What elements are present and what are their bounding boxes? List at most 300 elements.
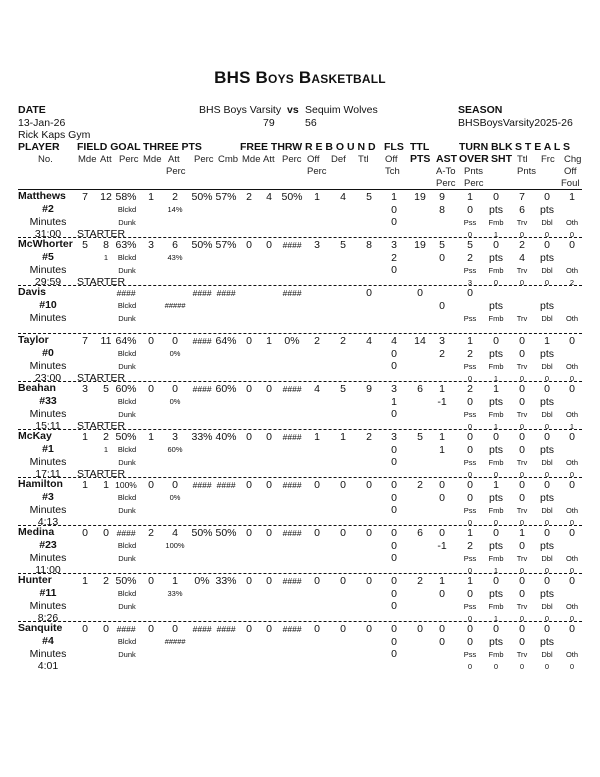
pts-label: pts [539,204,554,216]
player-name: Hunter [18,574,52,586]
stat-ttl-pts: 19 [414,191,426,203]
fls-extra: 0 [391,600,397,612]
stat-ft-mde: 0 [246,575,252,587]
fls-tch: 0 [391,588,397,600]
col-no: No. [38,154,53,165]
to-type-dbl: Dbl [541,410,553,419]
stat-3p-att: 0 [172,479,178,491]
dunk-label: Dunk [118,602,136,611]
stat-st-ttl: 0 [519,575,525,587]
to-type-trv: Trv [516,218,528,227]
to-type-trv: Trv [516,266,528,275]
stat-reb-def: 2 [340,335,346,347]
dunk-label: Dunk [118,458,136,467]
to-count-oth: 0 [569,518,575,527]
col-rebound: R E B O U N D [305,141,376,153]
stat-turnover: 2 [467,383,473,395]
stat-fls: 4 [391,335,397,347]
stat-ast: 5 [439,239,445,251]
pts-label: pts [539,252,554,264]
stat-fg-att: 1 [103,479,109,491]
assist-to-ratio: 0 [439,636,445,648]
to-count-oth: 0 [569,614,575,623]
away-score: 56 [305,117,317,129]
assist-to-ratio: 1 [439,444,445,456]
stat-3p-perc: 50% [191,239,213,251]
blocked-fg-count: 1 [103,445,109,454]
to-type-fmb: Fmb [488,506,504,515]
player-name: Hamilton [18,478,63,490]
stat-reb-off: 2 [314,335,320,347]
fls-extra: 0 [391,456,397,468]
pts-label: pts [539,492,554,504]
steal-pnts: 0 [519,396,525,408]
stat-ft-att: 4 [266,191,272,203]
steal-pnts: 0 [519,492,525,504]
stat-cmb: #### [216,288,236,298]
pts-label: pts [488,492,503,504]
stat-ft-perc: #### [282,240,302,250]
assist-to-ratio: 8 [439,204,445,216]
season-value: BHSBoysVarsity2025-26 [458,117,573,129]
player-name: McWhorter [18,238,73,250]
blocked-fg-count: 1 [103,253,109,262]
stat-fg-att: 11 [100,335,112,347]
starter-label: STARTER [77,276,126,288]
to-count-dbl: 0 [544,230,550,239]
stat-3p-mde: 0 [148,479,154,491]
to-count-fmb: 1 [493,614,499,623]
fls-tch: 0 [391,444,397,456]
to-type-oth: Oth [565,314,579,323]
stat-st-chg: 0 [569,479,575,491]
stat-fg-mde: 3 [82,383,88,395]
turnover-pnts: 0 [467,588,473,600]
home-score: 79 [263,117,275,129]
col-fls: FLS [384,141,404,153]
blocked-label: Blckd [117,589,137,598]
pts-label: pts [539,444,554,456]
minutes-label: Minutes [29,360,67,372]
player-name: Davis [18,286,47,298]
to-count-pss: 0 [467,470,473,479]
stat-fg-perc: #### [116,624,136,634]
blocked-label: Blckd [117,253,137,262]
stat-fg-mde: 1 [82,575,88,587]
to-count-fmb: 0 [493,518,499,527]
stat-st-chg: 0 [569,575,575,587]
stat-fg-perc: 60% [115,383,137,395]
stat-reb-ttl: 2 [366,431,372,443]
steal-pnts: 0 [519,444,525,456]
dunk-label: Dunk [118,218,136,227]
stat-turnover: 0 [467,287,473,299]
col-turn: TURN [459,141,489,153]
turnover-pnts: 2 [467,540,473,552]
dunk-label: Dunk [118,410,136,419]
stat-cmb: 40% [215,431,237,443]
player-number: #10 [39,299,57,311]
minutes-label: Minutes [29,216,67,228]
stat-ft-perc: #### [282,576,302,586]
col-sub-cmb: Cmb [218,154,239,165]
pts-label: pts [488,348,503,360]
steal-pnts: 0 [519,588,525,600]
stat-3p-mde: 0 [148,335,154,347]
stat-st-ttl: 0 [519,623,525,635]
to-count-oth: 0 [569,566,575,575]
to-count-fmb: 1 [493,230,499,239]
stat-ast: 0 [439,527,445,539]
stat-ft-mde: 2 [246,191,252,203]
stat-reb-def: 0 [340,479,346,491]
to-count-fmb: 0 [493,470,499,479]
stat-st-frc: 0 [544,527,550,539]
stat-turnover: 1 [467,191,473,203]
stat-3p-mde: 1 [148,191,154,203]
stat-3p-perc: #### [192,336,212,346]
stat-cmb: 57% [215,239,237,251]
to-type-dbl: Dbl [541,554,553,563]
stat-3p-perc: #### [192,624,212,634]
stat-reb-off: 1 [314,191,320,203]
col-ttl: TTL [410,141,430,153]
to-type-fmb: Fmb [488,314,504,323]
stat-ft-mde: 0 [246,527,252,539]
stat-cmb: #### [216,624,236,634]
three-perc-secondary: 14% [167,205,183,214]
blocked-label: Blckd [117,205,137,214]
stat-fg-perc: 63% [115,239,137,251]
stat-3p-perc: #### [192,480,212,490]
stat-3p-att: 0 [172,335,178,347]
pts-label: pts [488,588,503,600]
pts-label: pts [539,588,554,600]
to-type-dbl: Dbl [541,602,553,611]
minutes-label: Minutes [29,312,67,324]
to-count-oth: 0 [569,374,575,383]
to-count-pss: 0 [467,374,473,383]
col-sub-off: Off [307,154,320,165]
pts-label: pts [539,540,554,552]
to-type-trv: Trv [516,602,528,611]
stat-ft-att: 0 [266,239,272,251]
stat-ttl-pts: 19 [414,239,426,251]
to-count-dbl: 0 [544,278,550,287]
to-type-pss: Pss [463,266,477,275]
to-count-trv: 0 [519,518,525,527]
three-perc-secondary: 33% [167,589,183,598]
stat-st-chg: 0 [569,239,575,251]
stat-3p-mde: 0 [148,575,154,587]
stat-reb-ttl: 0 [366,527,372,539]
stat-3p-mde: 1 [148,431,154,443]
starter-label: STARTER [77,468,126,480]
fls-tch: 0 [391,348,397,360]
turnover-pnts: 2 [467,252,473,264]
player-name: Matthews [18,190,66,202]
stat-fg-att: 8 [103,239,109,251]
stat-st-frc: 0 [544,383,550,395]
to-type-pss: Pss [463,554,477,563]
to-type-oth: Oth [565,362,579,371]
header-divider [18,189,582,190]
player-number: #1 [42,443,54,455]
to-count-fmb: 0 [493,278,499,287]
to-count-oth: 0 [569,470,575,479]
stat-blk-sht: 0 [493,623,499,635]
assist-to-ratio: 0 [439,588,445,600]
stat-fg-mde: 0 [82,527,88,539]
stat-fg-att: 2 [103,575,109,587]
fls-extra: 0 [391,264,397,276]
to-count-dbl: 0 [544,614,550,623]
to-type-trv: Trv [516,362,528,371]
stat-3p-mde: 2 [148,527,154,539]
steal-pnts: 0 [519,636,525,648]
to-type-fmb: Fmb [488,650,504,659]
assist-to-ratio: 0 [439,252,445,264]
stat-ft-mde: 0 [246,383,252,395]
to-count-oth: 2 [569,278,575,287]
row-divider [18,621,582,622]
to-type-trv: Trv [516,554,528,563]
stat-blk-sht: 0 [493,191,499,203]
three-perc-secondary: 0% [169,349,181,358]
stat-fg-perc: 64% [115,335,137,347]
steal-pnts: 4 [519,252,525,264]
stat-turnover: 1 [467,527,473,539]
stat-blk-sht: 0 [493,335,499,347]
pts-label: pts [488,444,503,456]
stat-3p-att: 6 [172,239,178,251]
player-number: #3 [42,491,54,503]
minutes-played: 23:00 [34,372,62,384]
to-type-pss: Pss [463,218,477,227]
col-chg-off: Off [564,166,577,177]
col-pts: PTS [410,153,431,165]
stat-ast: 0 [439,479,445,491]
stat-turnover: 0 [467,431,473,443]
stat-reb-ttl: 0 [366,479,372,491]
stat-reb-off: 0 [314,479,320,491]
turnover-pnts: 0 [467,396,473,408]
player-number: #23 [39,539,57,551]
col-sub-att: Att [100,154,112,165]
stat-reb-def: 5 [340,239,346,251]
col-field-goal: FIELD GOAL [77,141,141,153]
fls-extra: 0 [391,552,397,564]
player-number: #4 [42,635,54,647]
to-count-pss: 0 [467,518,473,527]
three-perc-secondary: ##### [164,637,186,646]
to-count-dbl: 0 [544,422,550,431]
stat-ft-perc: #### [282,624,302,634]
stat-3p-perc: #### [192,288,212,298]
stat-ft-perc: 0% [284,335,300,347]
pts-label: pts [539,348,554,360]
fls-tch: 0 [391,540,397,552]
stat-turnover: 0 [467,479,473,491]
col-sub-perc: Perc [282,154,302,165]
stat-st-chg: 1 [569,191,575,203]
stat-st-frc: 0 [544,479,550,491]
row-divider [18,381,582,382]
three-perc-secondary: 60% [167,445,183,454]
pts-label: pts [488,636,503,648]
stat-reb-off: 0 [314,623,320,635]
pts-label: pts [488,396,503,408]
blocked-label: Blckd [117,493,137,502]
stat-ft-att: 0 [266,479,272,491]
stat-3p-att: 4 [172,527,178,539]
row-divider [18,429,582,430]
stat-reb-ttl: 8 [366,239,372,251]
stat-reb-def: 1 [340,431,346,443]
stat-reb-ttl: 0 [366,623,372,635]
player-name: McKay [18,430,52,442]
player-number: #2 [42,203,54,215]
stat-reb-ttl: 5 [366,191,372,203]
stat-st-frc: 0 [544,575,550,587]
fls-extra: 0 [391,648,397,660]
stat-fls: 1 [391,191,397,203]
fls-extra: 0 [391,360,397,372]
dunk-label: Dunk [118,506,136,515]
to-type-oth: Oth [565,506,579,515]
stat-ft-perc: #### [282,480,302,490]
dunk-label: Dunk [118,650,136,659]
minutes-played: 8:26 [37,612,59,624]
stat-fg-att: 12 [100,191,112,203]
to-type-trv: Trv [516,650,528,659]
three-perc-secondary: 0% [169,397,181,406]
col-a-to-perc: Perc [436,178,456,189]
stat-st-frc: 0 [544,623,550,635]
to-type-oth: Oth [565,650,579,659]
to-count-dbl: 0 [544,470,550,479]
stat-fg-mde: 7 [82,335,88,347]
stat-ft-perc: #### [282,432,302,442]
stat-st-ttl: 0 [519,383,525,395]
turnover-pnts: 0 [467,204,473,216]
stat-cmb: #### [216,480,236,490]
fls-tch: 0 [391,636,397,648]
stat-reb-ttl: 9 [366,383,372,395]
to-type-oth: Oth [565,554,579,563]
col-sub-mde: Mde [78,154,97,165]
to-count-dbl: 0 [544,374,550,383]
player-name: Taylor [18,334,49,346]
stat-turnover: 5 [467,239,473,251]
to-count-pss: 0 [467,422,473,431]
to-type-pss: Pss [463,458,477,467]
minutes-played: 29:59 [34,276,62,288]
player-name: Beahan [18,382,56,394]
col-sub-def: Def [331,154,346,165]
stat-ft-perc: #### [282,288,302,298]
stat-3p-att: 2 [172,191,178,203]
col-to-pnts-perc: Perc [464,178,484,189]
fls-extra: 0 [391,504,397,516]
stat-blk-sht: 0 [493,575,499,587]
to-type-pss: Pss [463,314,477,323]
stat-ft-att: 0 [266,383,272,395]
col-player: PLAYER [18,141,60,153]
stat-ttl-pts: 5 [417,431,423,443]
three-perc-secondary: ##### [164,301,186,310]
stat-fg-perc: #### [116,528,136,538]
stat-ft-mde: 0 [246,335,252,347]
stat-blk-sht: 0 [493,527,499,539]
to-count-trv: 0 [519,470,525,479]
stat-ft-att: 0 [266,431,272,443]
stat-ft-perc: #### [282,384,302,394]
player-number: #5 [42,251,54,263]
stat-3p-perc: 33% [191,431,213,443]
stat-ast: 1 [439,383,445,395]
steal-pnts: 0 [519,540,525,552]
row-divider [18,237,582,238]
to-type-trv: Trv [516,506,528,515]
player-number: #11 [39,587,57,599]
stat-fls: 3 [391,431,397,443]
blocked-label: Blckd [117,397,137,406]
to-type-fmb: Fmb [488,218,504,227]
game-date: 13-Jan-26 [18,117,66,129]
stat-ttl-pts: 0 [417,287,423,299]
to-type-dbl: Dbl [541,266,553,275]
season-label: SEASON [458,104,503,116]
stat-ttl-pts: 6 [417,383,423,395]
stat-ft-mde: 0 [246,623,252,635]
stat-3p-att: 1 [172,575,178,587]
minutes-label: Minutes [29,408,67,420]
stat-ttl-pts: 14 [414,335,426,347]
to-type-pss: Pss [463,410,477,419]
to-count-oth: 0 [569,662,575,671]
to-type-dbl: Dbl [541,218,553,227]
stat-turnover: 0 [467,623,473,635]
to-count-pss: 0 [467,566,473,575]
minutes-played: 4:01 [37,660,59,672]
stat-fg-att: 0 [103,527,109,539]
stat-fg-perc: 50% [115,431,137,443]
to-count-fmb: 1 [493,566,499,575]
minutes-label: Minutes [29,456,67,468]
starter-label: STARTER [77,372,126,384]
assist-to-ratio: 2 [439,348,445,360]
stat-3p-att: 0 [172,383,178,395]
row-divider [18,477,582,478]
stat-fls: 0 [391,479,397,491]
pts-label: pts [539,300,554,312]
stat-reb-off: 0 [314,575,320,587]
stat-ttl-pts: 0 [417,623,423,635]
stat-fg-mde: 5 [82,239,88,251]
stat-fls: 0 [391,527,397,539]
stat-ft-att: 0 [266,575,272,587]
turnover-pnts: 2 [467,348,473,360]
stat-ast: 9 [439,191,445,203]
stat-fg-perc: 50% [115,575,137,587]
stat-reb-ttl: 0 [366,575,372,587]
col-sub-fls_off: Off [385,154,398,165]
stat-cmb: 50% [215,527,237,539]
stat-st-ttl: 0 [519,431,525,443]
stat-st-ttl: 7 [519,191,525,203]
col-chg-foul: Foul [561,178,580,189]
